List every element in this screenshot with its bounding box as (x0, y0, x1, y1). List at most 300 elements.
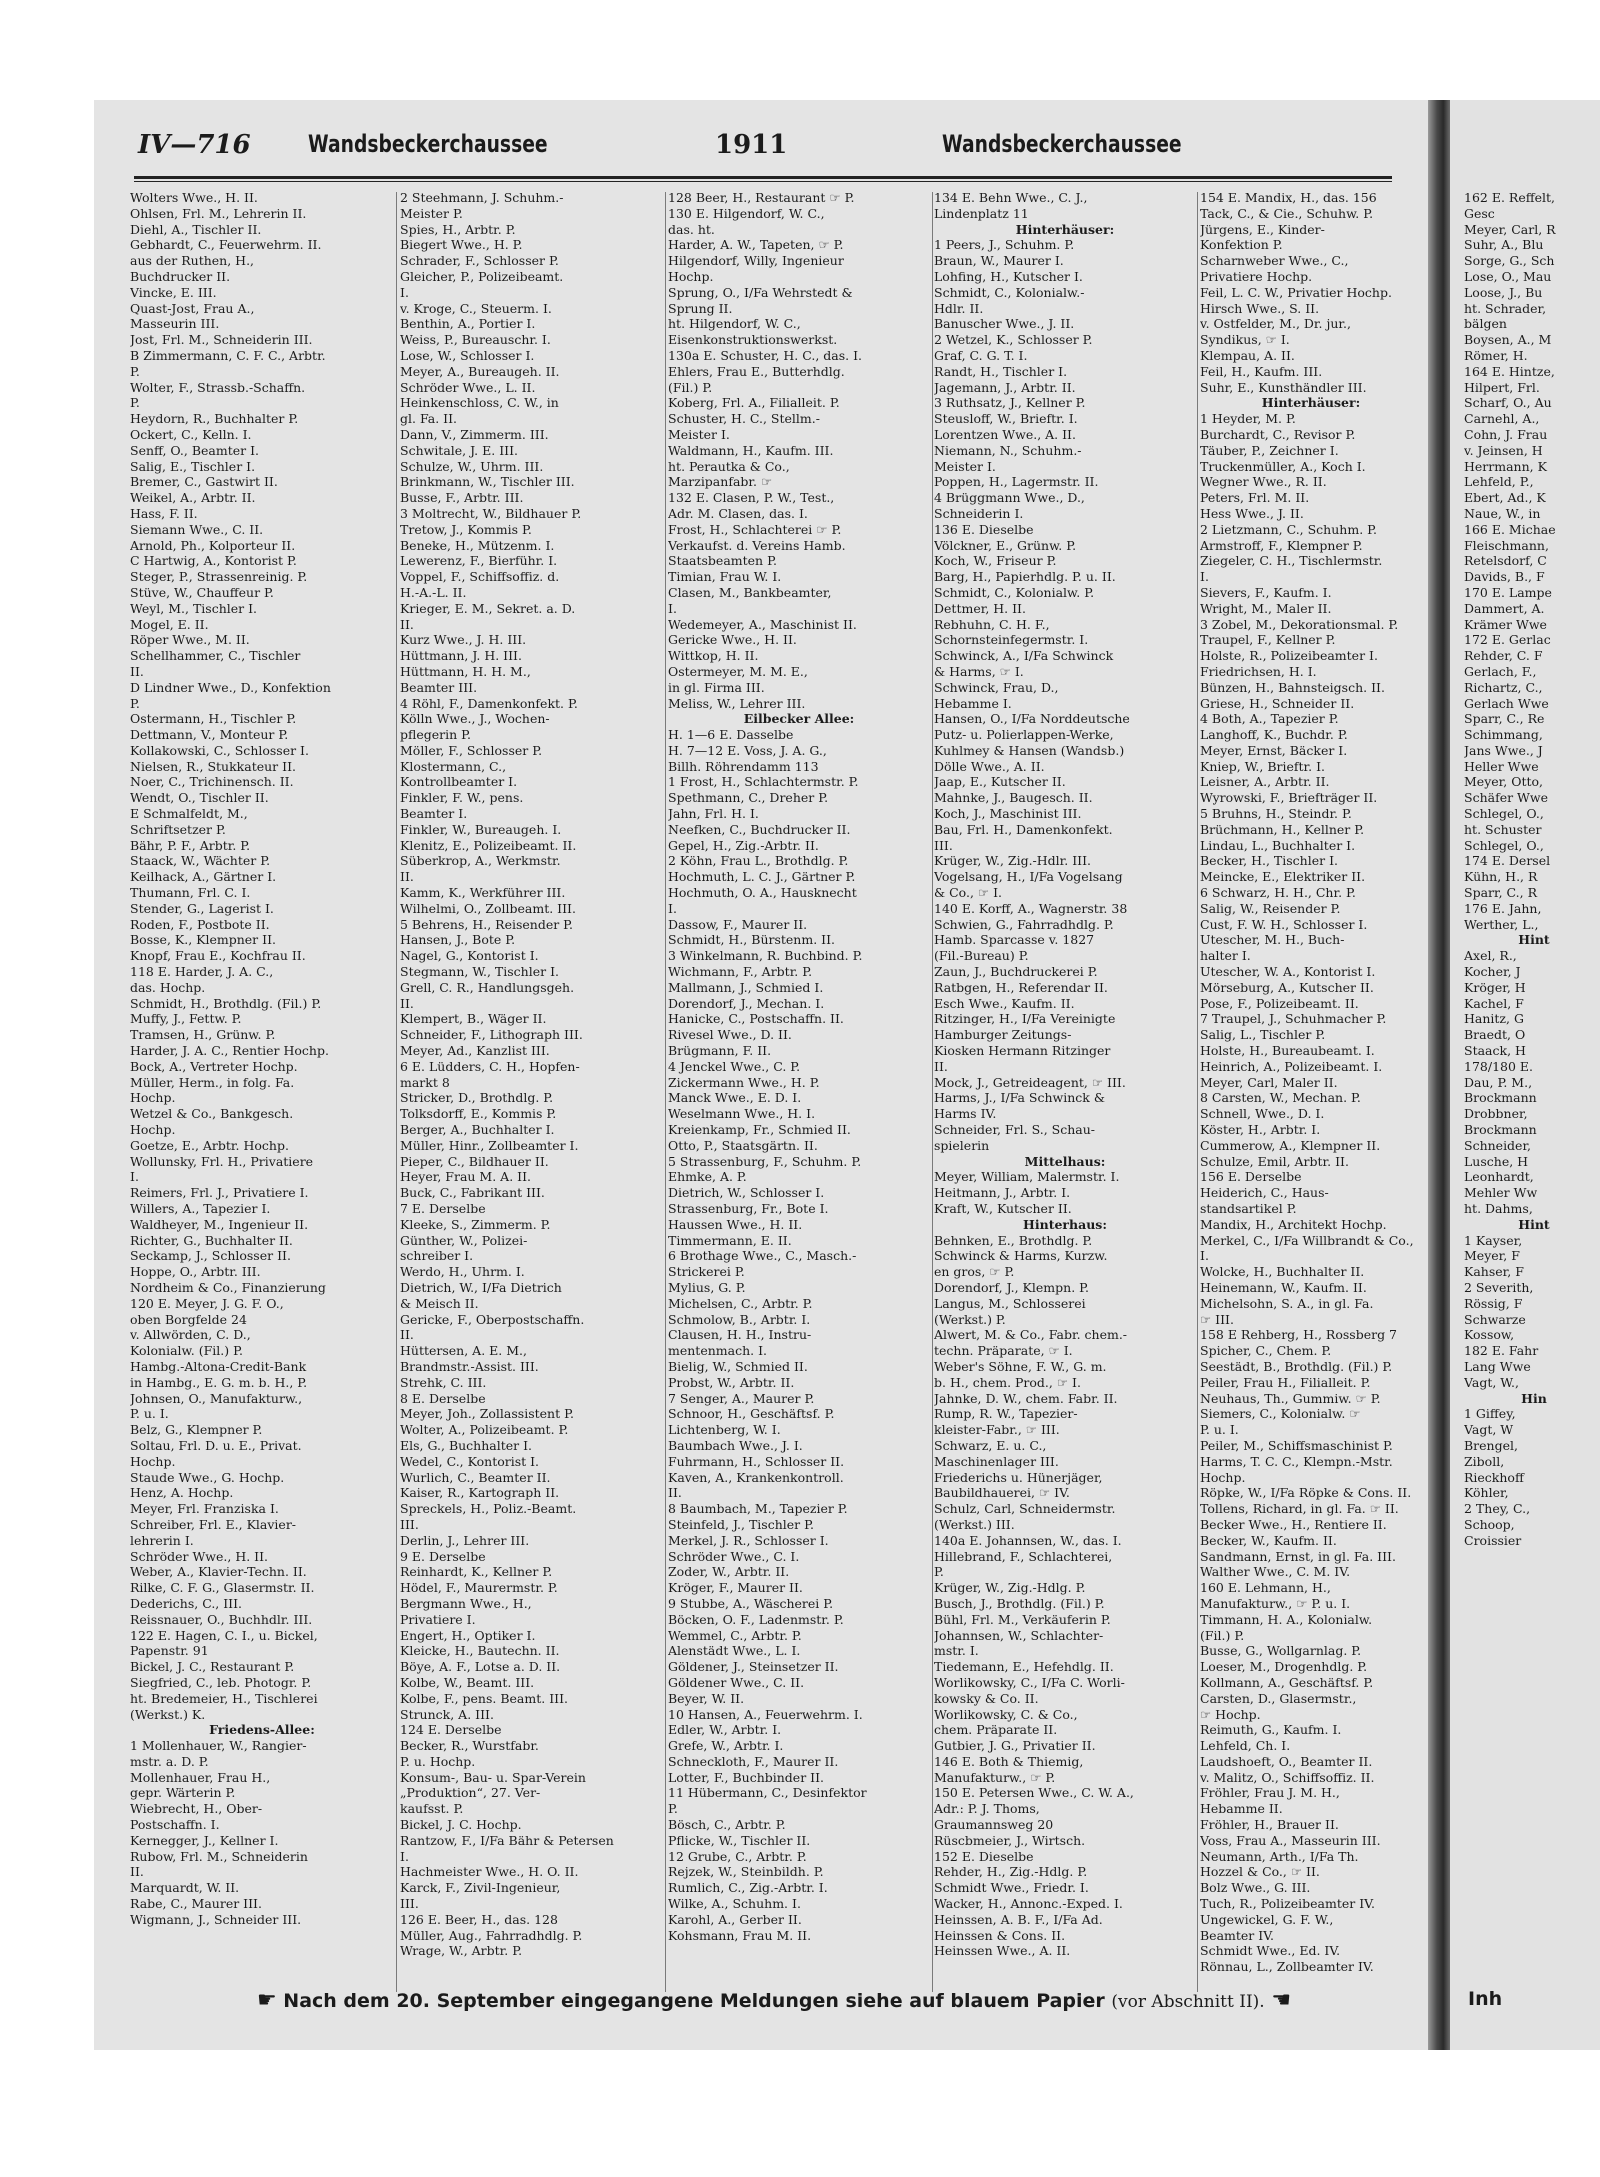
directory-entry-line: Brinkmann, W., Tischler III. (400, 474, 575, 490)
directory-entry-line: Schmidt, H., Bürstenm. II. (668, 932, 836, 948)
directory-entry-line: Staack, W., Wächter P. (130, 853, 271, 869)
directory-entry-line: Gleicher, P., Polizeibeamt. (400, 268, 564, 284)
directory-entry-line: Heinssen Wwe., A. II. (934, 1943, 1071, 1959)
directory-entry-line: 140 E. Korff, A., Wagnerstr. 38 (934, 900, 1128, 916)
directory-entry-line: 5 Bruhns, H., Steindr. P. (1200, 806, 1352, 822)
directory-entry-line: Reinhardt, K., Kellner P. (400, 1564, 553, 1580)
directory-entry-line: Soltau, Frl. D. u. E., Privat. (130, 1437, 302, 1453)
directory-entry-line: Gutbier, J. G., Privatier II. (934, 1738, 1096, 1754)
directory-entry-line: Ritzinger, H., I/Fa Vereinigte (934, 1011, 1116, 1027)
directory-entry-line: Burchardt, C., Revisor P. (1200, 426, 1356, 442)
directory-entry-line: Muffy, J., Fettw. P. (130, 1011, 242, 1027)
directory-entry-line: Lichtenberg, W. I. (668, 1422, 781, 1438)
directory-entry-line: Marquardt, W. II. (130, 1880, 240, 1896)
directory-entry-line: 1 Peers, J., Schuhm. P. (934, 237, 1075, 253)
directory-entry-line: Bielig, W., Schmied II. (668, 1358, 808, 1374)
page-number: IV—716 (138, 130, 251, 160)
directory-entry-line: Wiebrecht, H., Ober- (130, 1801, 263, 1817)
directory-entry-line: Sprung II. (668, 300, 733, 316)
directory-entry-line: Spethmann, C., Dreher P. (668, 790, 829, 806)
directory-entry-line: 2 Steehmann, J. Schuhm.- (400, 190, 564, 205)
directory-entry-line: P. u. I. (130, 1406, 169, 1422)
directory-entry-line: kaufsst. P. (400, 1801, 464, 1817)
directory-entry-line: Randt, H., Tischler I. (934, 363, 1068, 379)
directory-entry-line: Kachel, F (1464, 995, 1524, 1011)
directory-entry-line: Kollakowski, C., Schlosser I. (130, 742, 309, 758)
directory-entry-line: Neumann, Arth., I/Fa Th. (1200, 1848, 1359, 1864)
directory-entry-line: Hochp. (1200, 1469, 1246, 1485)
directory-entry-line: Hilgendorf, Willy, Ingenieur (668, 253, 844, 269)
directory-entry-line: Pieper, C., Bildhauer II. (400, 1153, 549, 1169)
directory-entry-line: Graf, C. G. T. I. (934, 347, 1028, 363)
directory-entry-line: Rejzek, W., Steinbildh. P. (668, 1864, 824, 1880)
directory-entry-line: Werther, L., (1464, 916, 1539, 932)
directory-entry-line: Wolter, F., Strassb.-Schaffn. (130, 379, 306, 395)
directory-entry-line: Ockert, C., Kelln. I. (130, 426, 252, 442)
directory-entry-line: Engert, H., Optiker I. (400, 1627, 536, 1643)
directory-entry-line: Becker, W., Kaufm. II. (1200, 1532, 1337, 1548)
directory-entry-line: Adr.: P. J. Thoms, (934, 1801, 1040, 1817)
directory-entry-line: Croissier (1464, 1532, 1522, 1548)
directory-entry-line: Dann, V., Zimmerm. III. (400, 426, 549, 442)
directory-entry-line: Reimuth, G., Kaufm. I. (1200, 1722, 1342, 1738)
directory-entry-line: Ostermeyer, M. M. E., (668, 663, 808, 679)
directory-entry-line: Weber's Söhne, F. W., G. m. (934, 1358, 1107, 1374)
directory-entry-line: Hochmuth, L. C. J., Gärtner P. (668, 869, 856, 885)
directory-entry-line: Lose, O., Mau (1464, 268, 1552, 284)
column-divider (665, 192, 666, 1992)
directory-entry-line: Ziegeler, C. H., Tischlermstr. (1200, 553, 1383, 569)
directory-entry-line: II. (400, 869, 414, 885)
directory-entry-line: Barg, H., Papierhdlg. P. u. II. (934, 569, 1116, 585)
adjacent-page-footer: Inh (1468, 1988, 1503, 2010)
directory-entry-line: Siegfried, C., leb. Photogr. P. (130, 1674, 312, 1690)
directory-entry-line: ht. Schuster (1464, 821, 1542, 837)
directory-entry-line: Sprung, O., I/Fa Wehrstedt & (668, 284, 853, 300)
directory-entry-line: Loose, J., Bu (1464, 284, 1543, 300)
directory-entry-line: Bremer, C., Gastwirt II. (130, 474, 278, 490)
directory-entry-line: Pose, F., Polizeibeamt. II. (1200, 995, 1359, 1011)
directory-entry-line: Karck, F., Zivil-Ingenieur, (400, 1880, 561, 1896)
directory-entry-line: 146 E. Both & Thiemig, (934, 1753, 1084, 1769)
directory-entry-line: Verkaufst. d. Vereins Hamb. (668, 537, 846, 553)
directory-entry-line: Zaun, J., Buchdruckerei P. (934, 964, 1098, 980)
directory-entry-line: Dederichs, C., III. (130, 1595, 243, 1611)
directory-entry-line: Hamb. Sparcasse v. 1827 (934, 932, 1095, 948)
directory-entry-line: Carnehl, A., (1464, 411, 1540, 427)
directory-entry-line: Waldheyer, M., Ingenieur II. (130, 1216, 309, 1232)
directory-entry-line: Sparr, C., Re (1464, 711, 1545, 727)
directory-entry-line: Kamm, K., Werkführer III. (400, 885, 566, 901)
directory-entry-line: Dölle Wwe., A. II. (934, 758, 1045, 774)
directory-entry-line: Bühl, Frl. M., Verkäuferin P. (934, 1611, 1111, 1627)
directory-entry-line: H.-A.-L. II. (400, 584, 467, 600)
directory-entry-line: halter I. (1200, 948, 1251, 964)
directory-entry-line: Thumann, Frl. C. I. (130, 885, 251, 901)
directory-entry-line: Hinterhäuser: (1261, 395, 1361, 411)
directory-entry-line: Klostermann, C., (400, 758, 507, 774)
directory-entry-line: Hirsch Wwe., S. II. (1200, 300, 1320, 316)
directory-entry-line: Gebhardt, C., Feuerwehrm. II. (130, 237, 322, 253)
directory-entry-line: Kaiser, R., Kartograph II. (400, 1485, 560, 1501)
directory-entry-line: Schwarze (1464, 1311, 1526, 1327)
header-rule-thin (134, 181, 1392, 182)
directory-entry-line: Peiler, Frau H., Filialleit. P. (1200, 1374, 1371, 1390)
directory-entry-line: Krämer Wwe (1464, 616, 1547, 632)
directory-entry-line: Hochp. (130, 1453, 176, 1469)
directory-entry-line: 132 E. Clasen, P. W., Test., (668, 490, 835, 506)
directory-entry-line: Vagt, W., (1464, 1374, 1519, 1390)
directory-entry-line: Traupel, F., Kellner P. (1200, 632, 1336, 648)
directory-entry-line: Meyer, Carl, R (1464, 221, 1556, 237)
directory-entry-line: Heinrich, A., Polizeibeamt. I. (1200, 1058, 1383, 1074)
directory-entry-line: Rehder, C. F (1464, 648, 1543, 664)
directory-entry-line: (Fil.-Bureau) P. (934, 948, 1029, 964)
directory-entry-line: Manck Wwe., E. D. I. (668, 1090, 802, 1106)
directory-entry-line: Gericke Wwe., H. II. (668, 632, 797, 648)
directory-entry-line: Hachmeister Wwe., H. O. II. (400, 1864, 579, 1880)
directory-entry-line: Jost, Frl. M., Schneiderin III. (130, 332, 313, 348)
column-divider (1197, 192, 1198, 1992)
directory-entry-line: Ohlsen, Frl. M., Lehrerin II. (130, 205, 307, 221)
directory-entry-line: Rilke, C. F. G., Glasermstr. II. (130, 1580, 315, 1596)
directory-entry-line: Esch Wwe., Kaufm. II. (934, 995, 1075, 1011)
directory-entry-line: 8 Carsten, W., Mechan. P. (1200, 1090, 1361, 1106)
directory-entry-line: Grefe, W., Arbtr. I. (668, 1738, 784, 1754)
directory-entry-line: Herrmann, K (1464, 458, 1547, 474)
directory-entry-line: Niemann, N., Schuhm.- (934, 442, 1082, 458)
directory-entry-line: 130a E. Schuster, H. C., das. I. (668, 347, 863, 363)
directory-entry-line: ht. Bredemeier, H., Tischlerei (130, 1690, 318, 1706)
directory-entry-line: Klenitz, E., Polizeibeamt. II. (400, 837, 577, 853)
directory-entry-line: Rebhuhn, C. H. F., (934, 616, 1050, 632)
directory-entry-line: Vincke, E. III. (130, 284, 217, 300)
directory-entry-line: Sandmann, Ernst, in gl. Fa. III. (1200, 1548, 1396, 1564)
directory-entry-line: Schlegel, O., (1464, 837, 1544, 853)
directory-entry-line: 120 E. Meyer, J. G. F. O., (130, 1295, 284, 1311)
directory-entry-line: 170 E. Lampe (1464, 584, 1552, 600)
directory-entry-line: Wrage, W., Arbtr. P. (400, 1943, 523, 1959)
directory-entry-line: Graumannsweg 20 (934, 1817, 1054, 1833)
directory-entry-line: Meyer, Joh., Zollassistent P. (400, 1406, 574, 1422)
directory-entry-line: Utescher, M. H., Buch- (1200, 932, 1345, 948)
directory-entry-line: Hambg.-Altona-Credit-Bank (130, 1358, 307, 1374)
directory-entry-line: Schlegel, O., (1464, 806, 1544, 822)
directory-entry-line: 3 Moltrecht, W., Bildhauer P. (400, 505, 582, 521)
directory-entry-line: Koch, W., Friseur P. (934, 553, 1057, 569)
directory-entry-line: Kolbe, W., Beamt. III. (400, 1674, 535, 1690)
directory-entry-line: Braun, W., Maurer I. (934, 253, 1064, 269)
directory-entry-line: Bolz Wwe., G. III. (1200, 1880, 1311, 1896)
directory-entry-line: Harms IV. (934, 1106, 997, 1122)
directory-entry-line: Krieger, E. M., Sekret. a. D. (400, 600, 576, 616)
directory-entry-line: Rieckhoff (1464, 1469, 1524, 1485)
directory-entry-line: Kiosken Hermann Ritzinger (934, 1043, 1111, 1059)
directory-entry-line: 12 Grube, C., Arbtr. P. (668, 1848, 807, 1864)
directory-entry-line: Meliss, W., Lehrer III. (668, 695, 806, 711)
directory-entry-line: b. H., chem. Prod., ☞ I. (934, 1374, 1081, 1390)
directory-entry-line: Feil, H., Kaufm. III. (1200, 363, 1323, 379)
directory-entry-line: en gros, ☞ P. (934, 1264, 1015, 1280)
directory-entry-line: Rantzow, F., I/Fa Bähr & Petersen (400, 1832, 614, 1848)
directory-entry-line: Schmidt Wwe., Ed. IV. (1200, 1943, 1341, 1959)
directory-entry-line: Kröger, F., Maurer II. (668, 1580, 803, 1596)
directory-entry-line: Bünzen, H., Bahnsteigsch. II. (1200, 679, 1385, 695)
directory-entry-line: Beamter IV. (1200, 1927, 1275, 1943)
directory-entry-line: III. (400, 1896, 419, 1912)
directory-entry-line: P. (130, 363, 140, 379)
directory-entry-line: Finkler, F. W., pens. (400, 790, 524, 806)
directory-entry-line: Dammert, A. (1464, 600, 1545, 616)
directory-entry-line: 2 They, C., (1464, 1501, 1531, 1517)
directory-entry-line: I. (668, 600, 677, 616)
directory-entry-line: 158 E Rehberg, H., Rossberg 7 (1200, 1327, 1398, 1343)
directory-entry-line: Strassenburg, Fr., Bote I. (668, 1201, 829, 1216)
directory-entry-line: 3 Zobel, M., Dekorationsmal. P. (1200, 616, 1399, 632)
directory-entry-line: Göldener, J., Steinsetzer II. (668, 1659, 839, 1675)
directory-entry-line: Bickel, J. C., Restaurant P. (130, 1659, 295, 1675)
directory-entry-line: Wyrowski, F., Briefträger II. (1200, 790, 1378, 806)
directory-entry-line: Meyer, William, Malermstr. I. (934, 1169, 1120, 1185)
directory-entry-line: Schimmang, (1464, 727, 1543, 743)
directory-entry-line: gepr. Wärterin P. (130, 1785, 236, 1801)
directory-entry-line: Becker, R., Wurstfabr. (400, 1738, 539, 1754)
directory-entry-line: 8 Baumbach, M., Tapezier P. (668, 1501, 848, 1517)
directory-entry-line: Salig, E., Tischler I. (130, 458, 256, 474)
directory-entry-line: Heydorn, R., Buchhalter P. (130, 411, 299, 427)
directory-entry-line: Werdo, H., Uhrm. I. (400, 1264, 525, 1280)
directory-entry-line: Klempau, A. II. (1200, 347, 1295, 363)
directory-entry-line: 5 Behrens, H., Reisender P. (400, 916, 574, 932)
directory-entry-line: Bau, Frl. H., Damenkonfekt. (934, 821, 1113, 837)
directory-entry-line: & Harms, ☞ I. (934, 663, 1024, 679)
directory-entry-line: Süberkrop, A., Werkmstr. (400, 853, 561, 869)
directory-entry-line: Dorendorf, J., Klempn. P. (934, 1279, 1089, 1295)
directory-entry-line: Putz- u. Polierlappen-Werke, (934, 727, 1114, 743)
directory-entry-line: P. u. Hochp. (400, 1753, 476, 1769)
directory-entry-line: Schriftsetzer P. (130, 821, 226, 837)
directory-entry-line: Kniep, W., Brieftr. I. (1200, 758, 1325, 774)
directory-entry-line: Müller, Herm., in folg. Fa. (130, 1074, 295, 1090)
directory-entry-line: Kernegger, J., Kellner I. (130, 1832, 279, 1848)
directory-entry-line: Busch, J., Brothdlg. (Fil.) P. (934, 1595, 1105, 1611)
directory-entry-line: Billh. Röhrendamm 113 (668, 758, 819, 774)
listing-column-2 (400, 190, 664, 1990)
directory-entry-line: Dietrich, W., I/Fa Dietrich (400, 1279, 562, 1295)
directory-entry-line: Lohfing, H., Kutscher I. (934, 268, 1083, 284)
directory-entry-line: Berger, A., Buchhalter I. (400, 1122, 555, 1138)
directory-entry-line: 136 E. Dieselbe (934, 521, 1034, 537)
directory-entry-line: Seestädt, B., Brothdlg. (Fil.) P. (1200, 1358, 1393, 1374)
directory-entry-line: Syndikus, ☞ I. (1200, 332, 1290, 348)
directory-entry-line: Johannsen, W., Schlachter- (934, 1627, 1104, 1643)
directory-entry-line: Probst, W., Arbtr. II. (668, 1374, 795, 1390)
directory-entry-line: Hinterhaus: (1023, 1216, 1107, 1232)
directory-entry-line: Reissnauer, O., Buchhdlr. III. (130, 1611, 313, 1627)
directory-entry-line: 178/180 E. (1464, 1058, 1534, 1074)
directory-entry-line: Wolters Wwe., H. II. (130, 190, 258, 205)
directory-entry-line: Becker Wwe., H., Rentiere II. (1200, 1516, 1387, 1532)
directory-entry-line: 10 Hansen, A., Feuerwehrm. I. (668, 1706, 863, 1722)
directory-entry-line: Täuber, P., Zeichner I. (1200, 442, 1339, 458)
directory-entry-line: 134 E. Behn Wwe., C. J., (934, 190, 1088, 205)
directory-entry-line: Weikel, A., Arbtr. II. (130, 490, 256, 506)
directory-entry-line: Schmidt, C., Kolonialw. P. (934, 584, 1095, 600)
directory-entry-line: Hüttmann, H. H. M., (400, 663, 531, 679)
directory-entry-line: Hanicke, C., Postschaffn. II. (668, 1011, 844, 1027)
directory-entry-line: Arnold, Ph., Kolporteur II. (130, 537, 296, 553)
directory-entry-line: Meyer, Otto, (1464, 774, 1543, 790)
directory-entry-line: techn. Präparate, ☞ I. (934, 1343, 1073, 1359)
directory-entry-line: Clausen, H. H., Instru- (668, 1327, 812, 1343)
directory-entry-line: Tuch, R., Polizeibeamter IV. (1200, 1896, 1375, 1912)
directory-entry-line: 6 Schwarz, H. H., Chr. P. (1200, 885, 1356, 901)
directory-entry-line: Schmidt, C., Kolonialw.- (934, 284, 1085, 300)
directory-entry-line: standsartikel P. (1200, 1201, 1297, 1216)
directory-entry-line: Lusche, H (1464, 1153, 1529, 1169)
directory-entry-line: Willers, A., Tapezier I. (130, 1201, 271, 1216)
directory-entry-line: 5 Strassenburg, F., Schuhm. P. (668, 1153, 862, 1169)
directory-entry-line: Belz, G., Klempner P. (130, 1422, 263, 1438)
directory-entry-line: Mandix, H., Architekt Hochp. (1200, 1216, 1387, 1232)
directory-entry-line: Dorendorf, J., Mechan. I. (668, 995, 825, 1011)
directory-entry-line: Zoder, W., Arbtr. II. (668, 1564, 790, 1580)
directory-entry-line: Baumbach Wwe., J. I. (668, 1437, 803, 1453)
directory-entry-line: 11 Hübermann, C., Desinfektor (668, 1785, 867, 1801)
directory-entry-line: Alenstädt Wwe., L. I. (668, 1643, 801, 1659)
directory-entry-line: Behnken, E., Brothdlg. P. (934, 1232, 1093, 1248)
directory-entry-line: Tiedemann, E., Hefehdlg. II. (934, 1659, 1114, 1675)
directory-entry-line: 3 Ruthsatz, J., Kellner P. (934, 395, 1086, 411)
directory-entry-line: Neefken, C., Buchdrucker II. (668, 821, 851, 837)
directory-entry-line: Heiderich, C., Haus- (1200, 1185, 1329, 1201)
directory-entry-line: 162 E. Reffelt, (1464, 190, 1555, 205)
directory-entry-line: Seckamp, J., Schlosser II. (130, 1248, 291, 1264)
directory-entry-line: Schreiber, Frl. E., Klavier- (130, 1516, 297, 1532)
directory-entry-line: Brockmann (1464, 1122, 1537, 1138)
directory-entry-line: P. (130, 695, 140, 711)
directory-entry-line: Clasen, M., Bankbeamter, (668, 584, 832, 600)
directory-entry-line: Johnsen, O., Manufakturw., (130, 1390, 303, 1406)
directory-entry-line: Hochp. (668, 268, 714, 284)
directory-entry-line: Schröder Wwe., H. II. (130, 1548, 269, 1564)
directory-entry-line: Fleischmann, (1464, 537, 1549, 553)
directory-entry-line: Göldener Wwe., C. II. (668, 1674, 805, 1690)
directory-entry-line: Spies, H., Arbtr. P. (400, 221, 516, 237)
directory-entry-line: Stegmann, W., Tischler I. (400, 964, 559, 980)
directory-entry-line: 140a E. Johannsen, W., das. I. (934, 1532, 1122, 1548)
directory-entry-line: Nielsen, R., Stukkateur II. (130, 758, 296, 774)
directory-entry-line: Adr. M. Clasen, das. I. (668, 505, 808, 521)
directory-entry-line: Finkler, W., Bureaugeh. I. (400, 821, 562, 837)
directory-entry-line: Kontrollbeamter I. (400, 774, 518, 790)
directory-entry-line: Röper Wwe., M. II. (130, 632, 250, 648)
directory-entry-line: 8 E. Derselbe (400, 1390, 486, 1406)
directory-entry-line: Schneider, F., Lithograph III. (400, 1027, 583, 1043)
directory-entry-line: Utescher, W. A., Kontorist I. (1200, 964, 1376, 980)
directory-entry-line: Davids, B., F (1464, 569, 1545, 585)
directory-entry-line: Staude Wwe., G. Hochp. (130, 1469, 285, 1485)
directory-entry-line: Jürgens, E., Kinder- (1200, 221, 1325, 237)
directory-entry-line: Els, G., Buchhalter I. (400, 1437, 533, 1453)
directory-entry-line: Meincke, E., Elektriker II. (1200, 869, 1366, 885)
directory-entry-line: das. ht. (668, 221, 715, 237)
directory-entry-line: Peters, Frl. M. II. (1200, 490, 1310, 506)
directory-entry-line: Schulze, W., Uhrm. III. (400, 458, 544, 474)
directory-entry-line: Goetze, E., Arbtr. Hochp. (130, 1137, 289, 1153)
directory-entry-line: Manufakturw., ☞ P. u. I. (1200, 1595, 1351, 1611)
directory-entry-line: Hochp. (130, 1122, 176, 1138)
directory-entry-line: II. (400, 616, 414, 632)
directory-entry-line: Papenstr. 91 (130, 1643, 209, 1659)
directory-entry-line: Wilhelmi, O., Zollbeamt. III. (400, 900, 576, 916)
directory-entry-line: Schwitale, J. E. III. (400, 442, 518, 458)
directory-entry-line: Timmermann, E. II. (668, 1232, 792, 1248)
directory-entry-line: Marzipanfabr. ☞ (668, 474, 773, 490)
directory-entry-line: 9 Stubbe, A., Wäscherei P. (668, 1595, 834, 1611)
directory-entry-line: Boysen, A., M (1464, 332, 1552, 348)
directory-entry-line: Vagt, W (1464, 1422, 1514, 1438)
directory-entry-line: Merkel, C., I/Fa Willbrandt & Co., (1200, 1232, 1414, 1248)
directory-entry-line: Voppel, F., Schiffsoffiz. d. (400, 569, 560, 585)
directory-entry-line: Walther Wwe., C. M. IV. (1200, 1564, 1351, 1580)
directory-entry-line: Ostermann, H., Tischler P. (130, 711, 297, 727)
directory-entry-line: Wendt, O., Tischler II. (130, 790, 269, 806)
directory-entry-line: Römer, H. (1464, 347, 1528, 363)
directory-entry-line: (Werkst.) K. (130, 1706, 206, 1722)
directory-entry-line: Heinemann, W., Kaufm. II. (1200, 1279, 1367, 1295)
listing-column-4 (934, 190, 1196, 1990)
directory-entry-line: Köhler, (1464, 1485, 1509, 1501)
directory-entry-line: Kröger, H (1464, 979, 1526, 995)
directory-entry-line: Wichmann, F., Arbtr. P. (668, 964, 813, 980)
directory-entry-line: (Werkst.) P. (934, 1311, 1006, 1327)
directory-entry-line: Lindenplatz 11 (934, 205, 1029, 221)
directory-entry-line: 2 Köhn, Frau L., Brothdlg. P. (668, 853, 849, 869)
directory-entry-line: Manufakturw., ☞ P. (934, 1769, 1056, 1785)
directory-entry-line: Wollunsky, Frl. H., Privatiere (130, 1153, 314, 1169)
directory-entry-line: Tack, C., & Cie., Schuhw. P. (1200, 205, 1374, 221)
directory-entry-line: Carsten, D., Glasermstr., (1200, 1690, 1357, 1706)
directory-entry-line: Salig, L., Tischler P. (1200, 1027, 1326, 1043)
directory-entry-line: Schröder Wwe., L. II. (400, 379, 536, 395)
directory-entry-line: 166 E. Michae (1464, 521, 1556, 537)
directory-page (94, 100, 1430, 2050)
directory-entry-line: Richartz, C., (1464, 679, 1543, 695)
directory-entry-line: Peiler, M., Schiffsmaschinist P. (1200, 1437, 1393, 1453)
directory-entry-line: Mollenhauer, Frau H., (130, 1769, 271, 1785)
directory-entry-line: Ehmke, A. P. (668, 1169, 747, 1185)
directory-entry-line: Suhr, A., Blu (1464, 237, 1544, 253)
directory-entry-line: Siemann Wwe., C. II. (130, 521, 264, 537)
directory-entry-line: Hamburger Zeitungs- (934, 1027, 1072, 1043)
directory-entry-line: Meister I. (668, 426, 730, 442)
directory-entry-line: Rubow, Frl. M., Schneiderin (130, 1848, 308, 1864)
directory-entry-line: Weber, A., Klavier-Techn. II. (130, 1564, 307, 1580)
directory-entry-line: Lewerenz, F., Bierführ. I. (400, 553, 558, 569)
directory-entry-line: 3 Winkelmann, R. Buchbind. P. (668, 948, 863, 964)
directory-entry-line: I. (1200, 1248, 1209, 1264)
directory-entry-line: Grell, C. R., Handlungsgeh. (400, 979, 575, 995)
directory-entry-line: Wigmann, J., Schneider III. (130, 1911, 302, 1927)
directory-entry-line: 128 Beer, H., Restaurant ☞ P. (668, 190, 855, 205)
directory-entry-line: ht. Hilgendorf, W. C., (668, 316, 801, 332)
directory-entry-line: Brengel, (1464, 1437, 1518, 1453)
directory-entry-line: Müller, Aug., Fahrradhdlg. P. (400, 1927, 583, 1943)
directory-entry-line: Waldmann, H., Kaufm. III. (668, 442, 834, 458)
directory-entry-line: Brockmann (1464, 1090, 1537, 1106)
directory-entry-line: Leonhardt, (1464, 1169, 1534, 1185)
